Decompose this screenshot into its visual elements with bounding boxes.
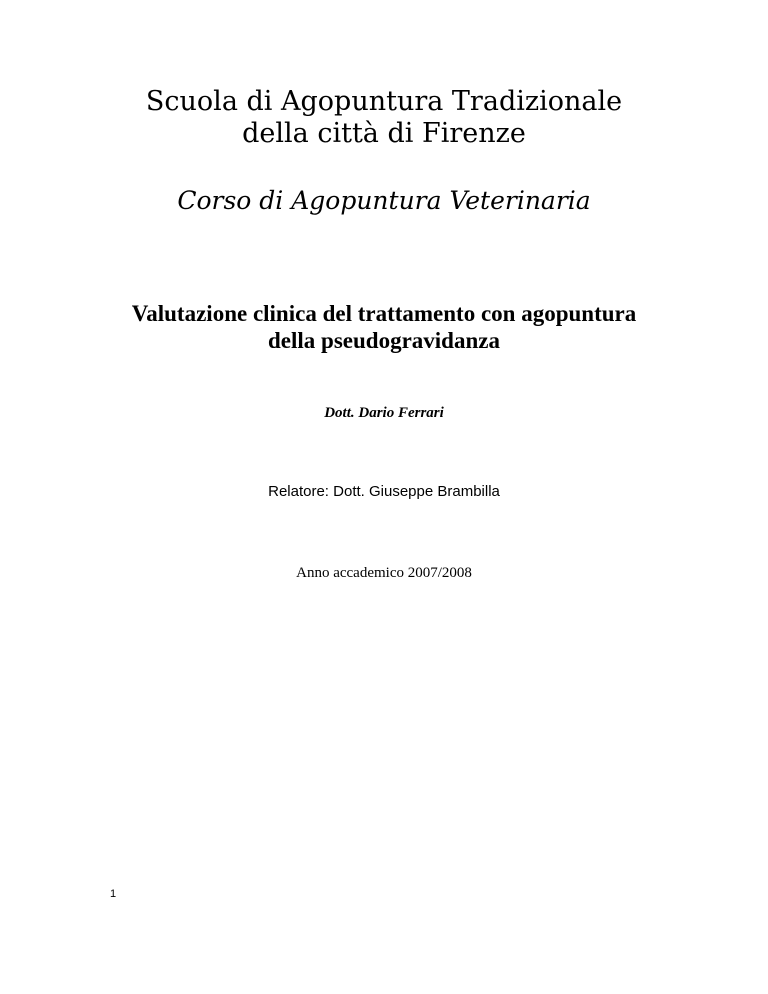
academic-year: Anno accademico 2007/2008 — [296, 565, 472, 581]
course-title: Corso di Agopuntura Veterinaria — [177, 186, 591, 215]
school-name-line-2: della città di Firenze — [242, 118, 526, 149]
author-name: Dott. Dario Ferrari — [324, 405, 444, 421]
thesis-title-line-1: Valutazione clinica del trattamento con agopuntura — [131, 301, 637, 326]
page-number: 1 — [110, 888, 117, 900]
thesis-title-line-2: della pseudogravidanza — [268, 328, 500, 353]
school-name-line-1: Scuola di Agopuntura Tradizionale — [145, 86, 623, 117]
advisor-name: Relatore: Dott. Giuseppe Brambilla — [268, 483, 500, 500]
